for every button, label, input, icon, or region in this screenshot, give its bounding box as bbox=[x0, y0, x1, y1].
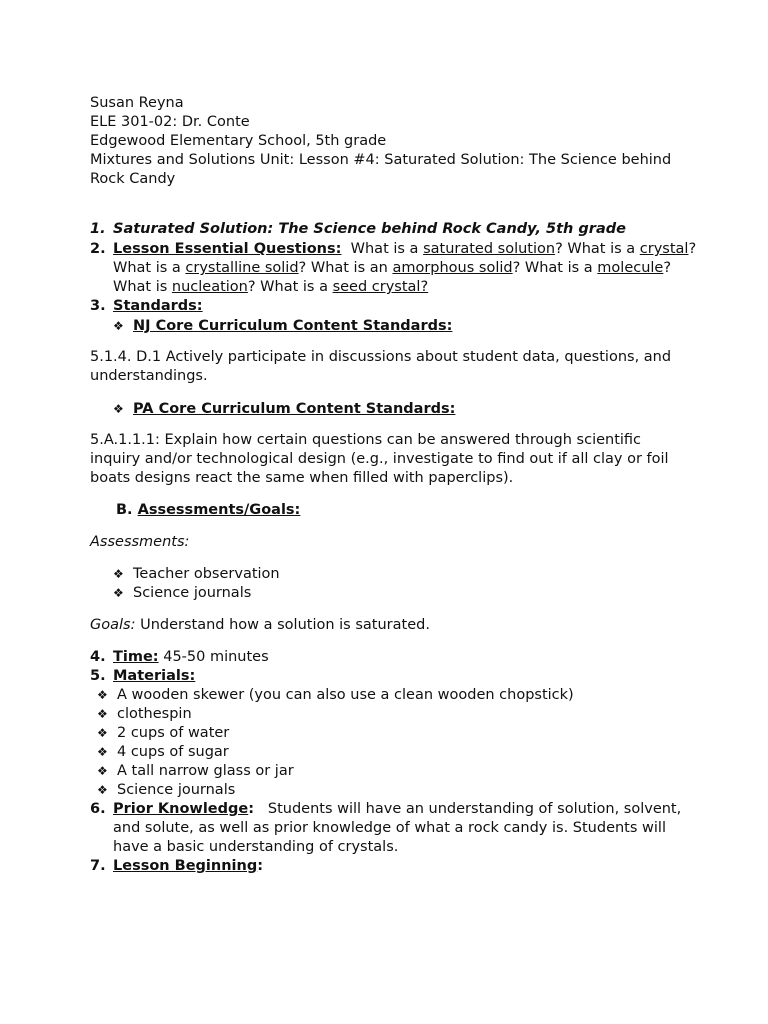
diamond-bullet-icon: ❖ bbox=[97, 783, 108, 797]
school-line: Edgewood Elementary School, 5th grade bbox=[90, 133, 387, 149]
material-text: A tall narrow glass or jar bbox=[117, 763, 294, 779]
item-6-number: 6. bbox=[90, 801, 106, 817]
assessments-goals-heading bbox=[116, 501, 706, 520]
time-value: 45-50 minutes bbox=[158, 649, 269, 665]
term-crystalline-solid: crystalline solid bbox=[185, 260, 299, 276]
item-1-number: 1. bbox=[90, 221, 106, 237]
material-item bbox=[97, 705, 687, 724]
term-crystal: crystal bbox=[639, 241, 689, 257]
essential-questions-label: Lesson Essential Questions: bbox=[113, 241, 342, 257]
diamond-bullet-icon: ❖ bbox=[97, 745, 108, 759]
material-text: 2 cups of water bbox=[117, 725, 230, 741]
prior-knowledge-label: Prior Knowledge bbox=[113, 801, 249, 817]
diamond-bullet-icon: ❖ bbox=[97, 764, 108, 778]
text-segment: What is a bbox=[341, 241, 424, 257]
item-5 bbox=[90, 667, 680, 686]
material-text: 4 cups of sugar bbox=[117, 744, 229, 760]
item-4-number: 4. bbox=[90, 649, 106, 665]
nj-standard-text-2: understandings. bbox=[90, 368, 208, 384]
item-3 bbox=[90, 297, 680, 316]
diamond-bullet-icon: ❖ bbox=[97, 688, 108, 702]
item-5-number: 5. bbox=[90, 668, 106, 684]
text-segment: ? What is an bbox=[298, 260, 393, 276]
pa-standard-text-1: 5.A.1.1.1: Explain how certain questions can be answered through scientific bbox=[90, 432, 642, 448]
prior-knowledge-text-2: and solute, as well as prior knowledge of what a rock candy is. Students will bbox=[113, 820, 666, 836]
assessment-text: Teacher observation bbox=[133, 566, 280, 582]
essential-questions bbox=[113, 240, 697, 297]
item-7-number: 7. bbox=[90, 858, 106, 874]
nj-standard-text-1: 5.1.4. D.1 Actively participate in discussions about student data, questions, and bbox=[90, 349, 672, 365]
material-item bbox=[97, 686, 687, 705]
assessment-item bbox=[113, 565, 703, 584]
author-name: Susan Reyna bbox=[90, 95, 184, 111]
material-text: clothespin bbox=[117, 706, 192, 722]
assessment-text: Science journals bbox=[133, 585, 252, 601]
diamond-bullet-icon: ❖ bbox=[113, 319, 124, 333]
text-segment: ? What is a bbox=[555, 241, 640, 257]
time-label: Time: bbox=[113, 649, 159, 665]
prior-knowledge-colon: : bbox=[248, 801, 255, 817]
diamond-bullet-icon: ❖ bbox=[97, 707, 108, 721]
assessments-goals-label: Assessments/Goals: bbox=[137, 502, 301, 518]
unit-line-cont: Rock Candy bbox=[90, 171, 176, 187]
item-2-number: 2. bbox=[90, 241, 106, 257]
item-4 bbox=[90, 648, 680, 667]
item-3-number: 3. bbox=[90, 298, 106, 314]
pa-standard-text-3: boats designs react the same when filled with paperclips). bbox=[90, 470, 514, 486]
material-item bbox=[97, 743, 687, 762]
text-segment: ? What is a bbox=[512, 260, 598, 276]
text-segment: ? bbox=[688, 241, 697, 257]
item-1 bbox=[90, 220, 680, 239]
item-7 bbox=[90, 857, 680, 876]
section-b-prefix: B. bbox=[116, 502, 138, 518]
material-item bbox=[97, 781, 687, 800]
term-amorphous-solid: amorphous solid bbox=[392, 260, 513, 276]
material-item bbox=[97, 762, 687, 781]
term-molecule: molecule bbox=[597, 260, 664, 276]
material-text: Science journals bbox=[117, 782, 236, 798]
term-nucleation: nucleation bbox=[171, 279, 248, 295]
course-line: ELE 301-02: Dr. Conte bbox=[90, 114, 250, 130]
goals-label: Goals: bbox=[90, 617, 136, 633]
diamond-bullet-icon: ❖ bbox=[113, 586, 124, 600]
pa-standards-label: PA Core Curriculum Content Standards: bbox=[133, 401, 456, 417]
material-text: A wooden skewer (you can also use a clean wooden chopstick) bbox=[117, 687, 574, 703]
text-segment: ? bbox=[663, 260, 672, 276]
text-segment: What is bbox=[113, 279, 172, 295]
nj-standards-label: NJ Core Curriculum Content Standards: bbox=[133, 318, 453, 334]
text-segment: What is a bbox=[113, 260, 186, 276]
goals-line bbox=[90, 616, 680, 635]
item-2 bbox=[90, 240, 697, 297]
text-segment: ? What is a bbox=[247, 279, 333, 295]
assessments-label: Assessments: bbox=[90, 534, 190, 550]
term-saturated-solution: saturated solution bbox=[423, 241, 556, 257]
term-seed-crystal: seed crystal? bbox=[332, 279, 429, 295]
diamond-bullet-icon: ❖ bbox=[113, 402, 124, 416]
standards-label: Standards: bbox=[113, 298, 203, 314]
unit-line: Mixtures and Solutions Unit: Lesson #4: Saturated Solution: The Science behind bbox=[90, 152, 672, 168]
diamond-bullet-icon: ❖ bbox=[97, 726, 108, 740]
goals-text: Understand how a solution is saturated. bbox=[135, 617, 430, 633]
lesson-beginning-label: Lesson Beginning bbox=[113, 858, 258, 874]
pa-standards-heading bbox=[113, 400, 703, 419]
prior-knowledge-text-3: have a basic understanding of crystals. bbox=[113, 839, 399, 855]
lesson-title: Saturated Solution: The Science behind Rock Candy, 5th grade bbox=[113, 221, 626, 237]
prior-knowledge-text-1: Students will have an understanding of solution, solvent, bbox=[254, 801, 682, 817]
material-item bbox=[97, 724, 687, 743]
materials-label: Materials: bbox=[113, 668, 196, 684]
lesson-beginning-colon: : bbox=[257, 858, 264, 874]
item-6 bbox=[90, 800, 680, 857]
nj-standards-heading bbox=[113, 317, 703, 336]
assessment-item bbox=[113, 584, 703, 603]
pa-standard-text-2: inquiry and/or technological design (e.g., investigate to find out if all clay or foil bbox=[90, 451, 669, 467]
diamond-bullet-icon: ❖ bbox=[113, 567, 124, 581]
